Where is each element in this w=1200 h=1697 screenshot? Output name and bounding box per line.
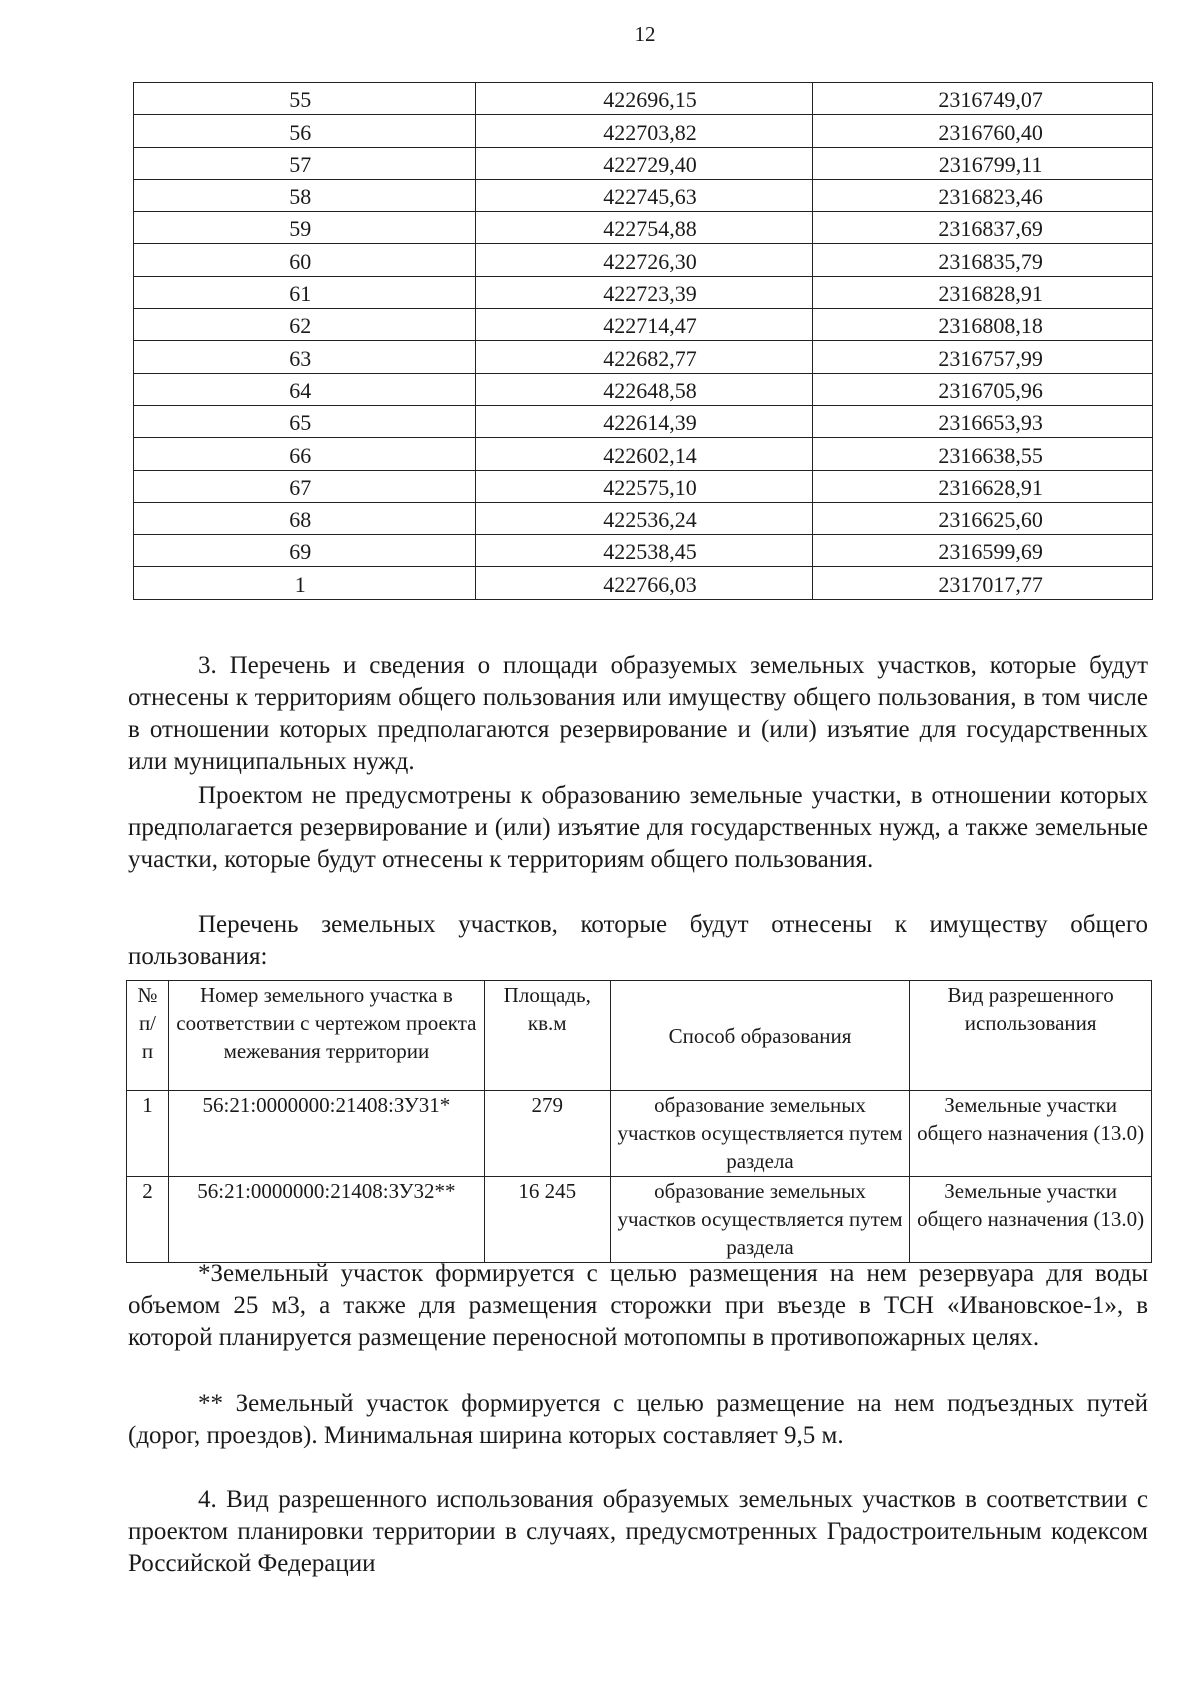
- coordinates-table-body: [134, 83, 1153, 600]
- coordinates-table-row: [134, 244, 1153, 276]
- point-number: 63: [289, 345, 312, 371]
- point-number-cell: [134, 502, 476, 534]
- point-number: 62: [289, 313, 312, 339]
- point-number-cell: [134, 309, 476, 341]
- coordinate-y-cell: [813, 115, 1153, 147]
- point-number-cell: [134, 470, 476, 502]
- section-4-heading-text: 4. Вид разрешенного использования образуемых земельных участков в соответствии с проектом планировки территории в случаях, предусмотренных Градостроительным кодексом Российской Федерации: [128, 1486, 1148, 1577]
- section-3-paragraph: [128, 780, 1148, 876]
- point-number-cell: [134, 341, 476, 373]
- coordinate-y-cell: [813, 567, 1153, 599]
- coordinate-y-cell: [813, 83, 1153, 115]
- point-number: 61: [289, 281, 312, 307]
- coordinate-x-cell: [475, 244, 813, 276]
- coordinate-x-cell: [475, 341, 813, 373]
- plots-table-row: [127, 1177, 1152, 1263]
- point-number: 56: [289, 119, 312, 145]
- coordinate-x-cell: [475, 147, 813, 179]
- coordinate-x-cell: [475, 83, 813, 115]
- coordinate-x: 422602,14: [603, 442, 697, 468]
- coordinates-table-row: [134, 115, 1153, 147]
- coordinate-x-cell: [475, 276, 813, 308]
- coordinate-x-cell: [475, 373, 813, 405]
- point-number: 67: [289, 474, 312, 500]
- coordinates-table-row: [134, 535, 1153, 567]
- point-number-cell: [134, 567, 476, 599]
- coordinates-table-row: [134, 83, 1153, 115]
- coordinates-table-row: [134, 567, 1153, 599]
- coordinate-x-cell: [475, 502, 813, 534]
- coordinates-table-row: [134, 212, 1153, 244]
- point-number-cell: [134, 535, 476, 567]
- coordinate-x-cell: [475, 470, 813, 502]
- plot-method: образование земельных участков осуществляется путем раздела: [610, 1177, 910, 1263]
- coordinate-x: 422726,30: [603, 248, 697, 274]
- coordinate-x: 422703,82: [603, 119, 697, 145]
- coordinate-x: 422682,77: [603, 345, 697, 371]
- coordinate-x-cell: [475, 212, 813, 244]
- coordinate-y: 2317017,77: [938, 571, 1043, 597]
- coordinate-x: 422696,15: [603, 87, 697, 113]
- section-3-heading-text: 3. Перечень и сведения о площади образуемых земельных участков, которые будут отнесены к территориям общего пользования или имуществу общего пользования, в том числе в отношении которых предполагаются резервирование и (или) изъятие для государственных или муниципальных нужд.: [128, 652, 1148, 775]
- point-number-cell: [134, 373, 476, 405]
- point-number-cell: [134, 83, 476, 115]
- header-area: Площадь, кв.м: [484, 981, 610, 1091]
- coordinate-y: 2316835,79: [938, 248, 1043, 274]
- point-number: 69: [289, 539, 312, 565]
- coordinates-table-row: [134, 502, 1153, 534]
- section-3-paragraph-text: Проектом не предусмотрены к образованию земельные участки, в отношении которых предполагается резервирование и (или) изъятие для государственных нужд, а также земельные участки, которые будут отнесены к территориям общего пользования.: [128, 782, 1148, 873]
- point-number-cell: [134, 179, 476, 211]
- point-number: 57: [289, 151, 312, 177]
- coordinate-x-cell: [475, 438, 813, 470]
- footnote-1-text: *Земельный участок формируется с целью размещения на нем резервуара для воды объемом 25 м3, а также для размещения сторожки при въезде в ТСН «Ивановское-1», в которой планируется размещение переносной мотопомпы в противопожарных целях.: [128, 1260, 1148, 1351]
- coordinates-table-row: [134, 405, 1153, 437]
- coordinate-y: 2316749,07: [938, 87, 1043, 113]
- coordinate-y-cell: [813, 276, 1153, 308]
- coordinate-y: 2316808,18: [938, 313, 1043, 339]
- header-method: Способ образования: [610, 981, 910, 1091]
- footnote-1: [128, 1258, 1148, 1354]
- plots-list-intro: [128, 909, 1148, 973]
- coordinates-table-row: [134, 438, 1153, 470]
- coordinate-y: 2316628,91: [938, 474, 1043, 500]
- coordinate-y-cell: [813, 244, 1153, 276]
- section-4-heading: [128, 1484, 1148, 1580]
- point-number-cell: [134, 147, 476, 179]
- footnote-2: [128, 1388, 1148, 1452]
- coordinates-table-row: [134, 341, 1153, 373]
- point-number: 65: [289, 410, 312, 436]
- header-num: № п/ п: [127, 981, 169, 1091]
- coordinate-x: 422745,63: [603, 184, 697, 210]
- point-number: 55: [289, 87, 312, 113]
- plot-cadastral: 56:21:0000000:21408:ЗУ31*: [168, 1091, 484, 1177]
- coordinate-x: 422729,40: [603, 151, 697, 177]
- coordinate-x: 422723,39: [603, 281, 697, 307]
- plot-use: Земельные участки общего назначения (13.0): [910, 1177, 1152, 1263]
- coordinate-x-cell: [475, 405, 813, 437]
- coordinate-x: 422614,39: [603, 410, 697, 436]
- coordinate-y: 2316625,60: [938, 507, 1043, 533]
- coordinate-y: 2316653,93: [938, 410, 1043, 436]
- header-cadastral: Номер земельного участка в соответствии с чертежом проекта межевания территории: [168, 981, 484, 1091]
- plot-area: 279: [484, 1091, 610, 1177]
- point-number: 66: [289, 442, 312, 468]
- coordinates-table-row: [134, 147, 1153, 179]
- coordinate-y: 2316823,46: [938, 184, 1043, 210]
- header-use: Вид разрешенного использования: [910, 981, 1152, 1091]
- coordinate-x: 422648,58: [603, 377, 697, 403]
- point-number: 59: [289, 216, 312, 242]
- coordinate-y-cell: [813, 309, 1153, 341]
- coordinate-x-cell: [475, 309, 813, 341]
- coordinate-y-cell: [813, 373, 1153, 405]
- point-number-cell: [134, 276, 476, 308]
- plot-use: Земельные участки общего назначения (13.0): [910, 1091, 1152, 1177]
- coordinate-y: 2316837,69: [938, 216, 1043, 242]
- coordinate-y: 2316799,11: [938, 151, 1043, 177]
- point-number: 64: [289, 377, 312, 403]
- plots-table-header-row: [127, 981, 1152, 1091]
- point-number-cell: [134, 405, 476, 437]
- footnote-2-text: ** Земельный участок формируется с целью размещение на нем подъездных путей (дорог, проездов). Минимальная ширина которых составляет 9,5 м.: [128, 1390, 1148, 1449]
- plot-num: 2: [127, 1177, 169, 1263]
- coordinate-x-cell: [475, 535, 813, 567]
- coordinate-y-cell: [813, 535, 1153, 567]
- plots-table: [126, 980, 1152, 1263]
- coordinate-x: 422766,03: [603, 571, 697, 597]
- point-number-cell: [134, 438, 476, 470]
- coordinate-y: 2316757,99: [938, 345, 1043, 371]
- coordinates-table: [133, 82, 1153, 600]
- coordinate-x-cell: [475, 179, 813, 211]
- plots-table-row: [127, 1091, 1152, 1177]
- coordinate-x: 422538,45: [603, 539, 697, 565]
- point-number: 60: [289, 248, 312, 274]
- page-number: 12: [634, 22, 656, 46]
- coordinate-y-cell: [813, 341, 1153, 373]
- point-number-cell: [134, 115, 476, 147]
- point-number: 68: [289, 507, 312, 533]
- coordinates-table-row: [134, 179, 1153, 211]
- coordinate-y: 2316828,91: [938, 281, 1043, 307]
- coordinate-x: 422714,47: [603, 313, 697, 339]
- coordinate-x-cell: [475, 115, 813, 147]
- coordinate-y-cell: [813, 405, 1153, 437]
- plot-cadastral: 56:21:0000000:21408:ЗУ32**: [168, 1177, 484, 1263]
- coordinate-x: 422575,10: [603, 474, 697, 500]
- coordinate-y: 2316599,69: [938, 539, 1043, 565]
- plots-list-intro-text: Перечень земельных участков, которые будут отнесены к имуществу общего пользования:: [128, 911, 1148, 970]
- coordinate-y-cell: [813, 147, 1153, 179]
- coordinates-table-row: [134, 373, 1153, 405]
- plot-method: образование земельных участков осуществляется путем раздела: [610, 1091, 910, 1177]
- coordinate-y: 2316705,96: [938, 377, 1043, 403]
- plot-area: 16 245: [484, 1177, 610, 1263]
- point-number: 1: [294, 571, 306, 597]
- coordinate-y: 2316760,40: [938, 119, 1043, 145]
- coordinates-table-row: [134, 470, 1153, 502]
- section-3-heading: [128, 650, 1148, 778]
- coordinate-y-cell: [813, 212, 1153, 244]
- coordinates-table-row: [134, 309, 1153, 341]
- point-number-cell: [134, 212, 476, 244]
- coordinate-y-cell: [813, 470, 1153, 502]
- coordinate-x: 422536,24: [603, 507, 697, 533]
- coordinate-y: 2316638,55: [938, 442, 1043, 468]
- coordinate-y-cell: [813, 502, 1153, 534]
- coordinate-x: 422754,88: [603, 216, 697, 242]
- point-number: 58: [289, 184, 312, 210]
- coordinate-x-cell: [475, 567, 813, 599]
- plot-num: 1: [127, 1091, 169, 1177]
- coordinate-y-cell: [813, 438, 1153, 470]
- point-number-cell: [134, 244, 476, 276]
- coordinates-table-row: [134, 276, 1153, 308]
- coordinate-y-cell: [813, 179, 1153, 211]
